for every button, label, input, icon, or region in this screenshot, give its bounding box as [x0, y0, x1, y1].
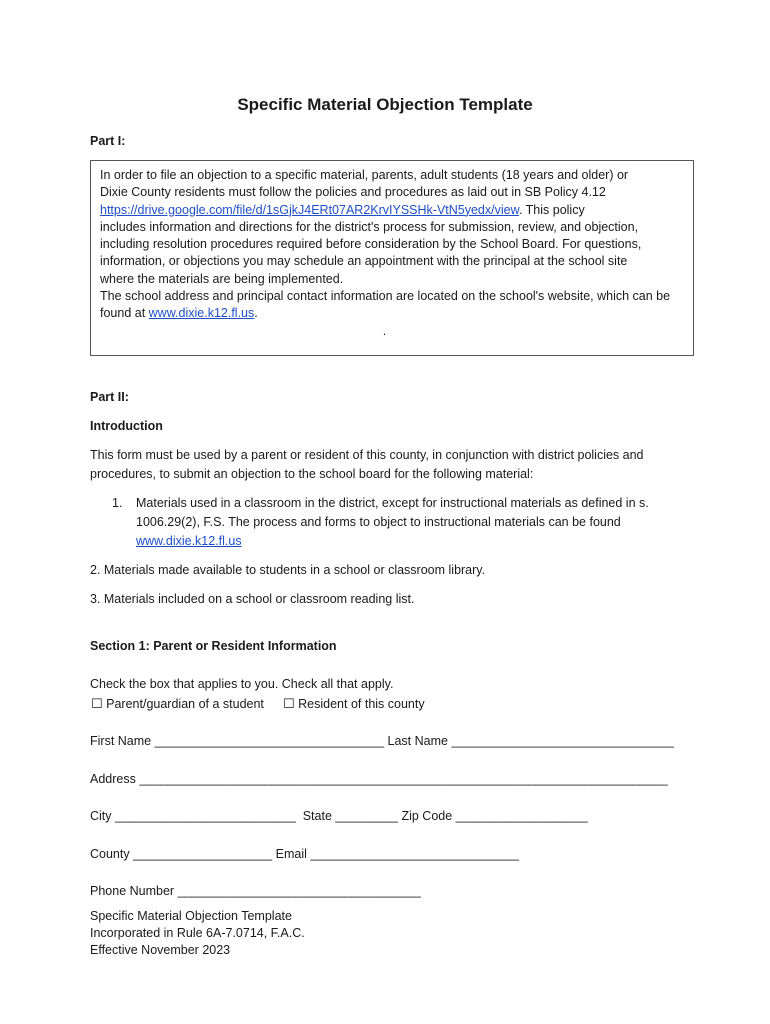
policy-text-line: where the materials are being implemented.	[100, 271, 344, 286]
list-item-text: 2. Materials made available to students in a school or classroom library.	[90, 563, 486, 577]
introduction-heading: Introduction	[90, 419, 163, 433]
zip-field[interactable]: ___________________	[455, 809, 588, 823]
county-email-row	[90, 846, 519, 863]
intro-text-line: procedures, to submit an objection to the school board for the following material:	[90, 467, 534, 481]
first-name-label: First Name	[90, 734, 152, 748]
policy-text-line: includes information and directions for the district's process for submission, review, and objection,	[100, 219, 639, 234]
checkbox-icon[interactable]: ☐	[91, 696, 103, 711]
footer-line: Incorporated in Rule 6A-7.0714, F.A.C.	[90, 926, 305, 940]
policy-text-line	[100, 305, 685, 322]
page-title: Specific Material Objection Template	[237, 95, 533, 114]
policy-link[interactable]: https://drive.google.com/file/d/1sGjkJ4ERt07AR2KrvIYSSHk-VtN5yedx/view	[100, 202, 519, 217]
checkbox-instruction: Check the box that applies to you. Check all that apply.	[90, 677, 394, 691]
address-label: Address	[90, 772, 136, 786]
intro-text-line: This form must be used by a parent or resident of this county, in conjunction with district policies and	[90, 448, 644, 462]
policy-text-prefix: found at	[100, 306, 149, 321]
name-row	[90, 733, 674, 750]
city-field[interactable]: __________________________	[115, 809, 296, 823]
state-label: State	[302, 809, 332, 823]
list-item-link-line	[136, 533, 242, 550]
policy-box	[90, 160, 694, 356]
checkbox-label: Parent/guardian of a student	[106, 697, 264, 711]
county-label: County	[90, 847, 130, 861]
last-name-field[interactable]: ________________________________	[451, 734, 674, 748]
county-field[interactable]: ____________________	[133, 847, 273, 861]
policy-text-line: Dixie County residents must follow the policies and procedures as laid out in SB Policy 4.12	[100, 185, 606, 200]
policy-text-suffix: .	[254, 306, 258, 321]
address-row	[90, 771, 668, 788]
zip-label: Zip Code	[401, 809, 453, 823]
checkbox-parent-guardian[interactable]	[91, 695, 264, 713]
email-label: Email	[275, 847, 307, 861]
policy-text-line	[100, 202, 685, 219]
part1-label: Part I:	[90, 134, 126, 148]
list-item-text: 1006.29(2), F.S. The process and forms to object to instructional materials can be found	[136, 515, 621, 529]
email-field[interactable]: ______________________________	[310, 847, 519, 861]
part2-label: Part II:	[90, 390, 129, 404]
address-field[interactable]: ____________________________________________________________________________	[139, 772, 668, 786]
phone-label: Phone Number	[90, 884, 175, 898]
list-item-number: 1.	[112, 496, 123, 510]
list-item-text: 3. Materials included on a school or classroom reading list.	[90, 592, 415, 606]
checkbox-label: Resident of this county	[298, 697, 425, 711]
policy-text-suffix: . This policy	[518, 202, 585, 217]
checkbox-county-resident[interactable]	[283, 695, 425, 713]
last-name-label: Last Name	[387, 734, 448, 748]
policy-text-line: information, or objections you may schedule an appointment with the principal at the school site	[100, 254, 628, 269]
footer-line: Specific Material Objection Template	[90, 909, 292, 923]
city-state-zip-row	[90, 808, 588, 825]
policy-text-line: In order to file an objection to a specific material, parents, adult students (18 years and older) or	[100, 168, 629, 182]
phone-row	[90, 883, 421, 900]
section1-heading: Section 1: Parent or Resident Information	[90, 639, 337, 653]
policy-text-line: including resolution procedures required before consideration by the School Board. For questions,	[100, 237, 642, 252]
city-label: City	[90, 809, 112, 823]
phone-field[interactable]: ___________________________________	[177, 884, 421, 898]
list-item-text: Materials used in a classroom in the district, except for instructional materials as defined in s.	[136, 496, 649, 510]
stray-dot: .	[382, 323, 387, 338]
footer-line: Effective November 2023	[90, 943, 231, 957]
policy-text-line: The school address and principal contact information are located on the school's website, which can be	[100, 289, 671, 304]
website-link[interactable]: www.dixie.k12.fl.us	[148, 306, 255, 321]
checkbox-icon[interactable]: ☐	[283, 696, 295, 711]
first-name-field[interactable]: _________________________________	[154, 734, 385, 748]
state-field[interactable]: _________	[335, 809, 398, 823]
instructional-materials-link[interactable]: www.dixie.k12.fl.us	[136, 534, 242, 548]
